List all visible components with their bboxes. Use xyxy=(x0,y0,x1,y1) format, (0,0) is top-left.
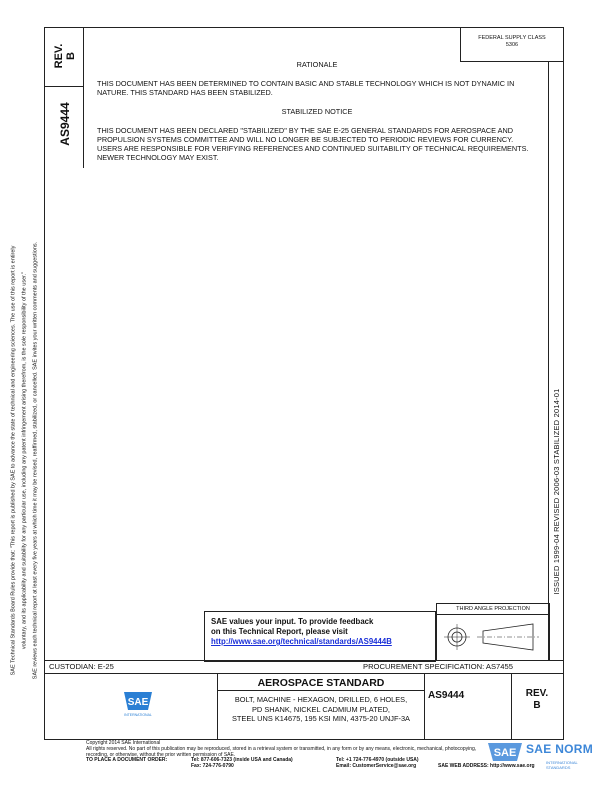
rev-value: B xyxy=(65,52,77,60)
custodian: CUSTODIAN: E-25 xyxy=(49,662,114,671)
procurement-spec: PROCUREMENT SPECIFICATION: AS7455 xyxy=(363,662,513,671)
footer-fax: Fax: 724-776-0790 xyxy=(191,763,234,770)
footer-web[interactable]: SAE WEB ADDRESS: http://www.sae.org xyxy=(438,763,535,770)
part-description: BOLT, MACHINE - HEXAGON, DRILLED, 6 HOLES, PD SHANK, NICKEL CADMIUM PLATED, STEEL UNS K14675, 195 KSI MIN, 4375-20 UNJF-3A xyxy=(231,695,410,723)
rationale-text: THIS DOCUMENT HAS BEEN DETERMINED TO CONTAIN BASIC AND STABLE TECHNOLOGY WHICH IS NOT DYNAMIC IN NATURE. THIS STANDARD HAS BEEN STABILIZED. xyxy=(97,79,515,97)
feedback-line-2: on this Technical Report, please visit xyxy=(211,627,348,636)
watermark xyxy=(486,741,596,771)
svg-text:SAE: SAE xyxy=(493,747,517,759)
rationale-heading: RATIONALE xyxy=(296,60,338,69)
title-doc-number: AS9444 xyxy=(428,690,465,701)
sae-logo-text: SAE xyxy=(127,697,149,708)
title-rev-value: B xyxy=(533,700,541,711)
standard-title: AEROSPACE STANDARD xyxy=(257,677,385,689)
sae-logo xyxy=(122,688,154,718)
title-rev-label: REV. xyxy=(525,688,549,699)
title-rev xyxy=(511,688,563,712)
stabilized-text: THIS DOCUMENT HAS BEEN DECLARED "STABILIZED" BY THE SAE E-25 GENERAL STANDARDS FOR AEROSPACE AND PROPULSION SYSTEMS COMMITTEE AND WILL NO LONGER BE SUBJECTED TO PERIODIC REVIEWS FOR CURRENCY. USERS ARE RESPONSIBLE FOR VERIFYING REFERENCES AND CONTINUED SUITABILITY OF TECHNICAL REQUIREMENTS. NEWER TECHNOLOGY MAY EXIST. xyxy=(97,126,529,162)
third-angle-projection-symbol xyxy=(437,615,549,659)
title-block-divider-1 xyxy=(217,673,218,740)
side-notice-line-3: SAE reviews each technical report at least every five years at which time it may be revised, reaffirmed, stabilized, or cancelled. SAE invites your written comments and suggestions. xyxy=(32,241,39,680)
side-notice-line-1: SAE Technical Standards Board Rules provide that: "This report is published by SAE to advance the state of technical and engineering sciences. The use of this report is entirely xyxy=(10,245,17,676)
info-row-top-divider xyxy=(45,660,563,661)
status-stamp: ISSUED 1999-04 REVISED 2006-03 STABILIZED 2014-01 xyxy=(552,388,561,595)
feedback-line-1: SAE values your input. To provide feedback xyxy=(211,617,374,626)
left-header-column xyxy=(45,28,84,168)
title-block-divider-2 xyxy=(424,673,425,740)
footer-rights: All rights reserved. No part of this publication may be reproduced, stored in a retrieval system or transmitted, in any form or by any means, electronic, mechanical, photocopying, xyxy=(86,745,477,752)
fsc-label: FEDERAL SUPPLY CLASS xyxy=(478,35,546,41)
footer-tel-2: Tel: +1 724-776-4970 (outside USA) xyxy=(336,757,419,764)
fsc-value: 5306 xyxy=(505,42,519,48)
feedback-box xyxy=(204,611,436,662)
watermark-text: SAE NORM xyxy=(526,742,594,756)
document-body xyxy=(97,60,537,162)
rev-box xyxy=(45,28,84,87)
rev-label: REV. xyxy=(53,43,65,69)
footer-rights-2: recording, or otherwise, without the prior written permission of SAE. xyxy=(86,751,236,758)
watermark-logo-icon xyxy=(486,741,524,765)
projection-label: THIRD ANGLE PROJECTION xyxy=(437,604,549,615)
projection-box xyxy=(436,603,550,660)
footer-email: Email: CustomerService@sae.org xyxy=(336,763,417,770)
watermark-subtext: INTERNATIONAL STANDARDS xyxy=(546,760,578,770)
sae-logo-subtext: INTERNATIONAL xyxy=(124,713,152,717)
feedback-link[interactable]: http://www.sae.org/technical/standards/AS9444B xyxy=(211,637,392,646)
side-notice-line-2: voluntary, and its applicability and suitability for any particular use, including any patent infringement arising therefrom, is the sole responsibility of the user." xyxy=(21,271,28,650)
document-frame xyxy=(44,27,564,740)
federal-supply-class-box xyxy=(460,28,563,62)
title-block xyxy=(45,673,563,740)
footer-order-label: TO PLACE A DOCUMENT ORDER: xyxy=(86,757,168,764)
right-stamp-column xyxy=(548,62,563,660)
side-legal-notice xyxy=(9,111,42,811)
doc-number-vertical: AS9444 xyxy=(58,102,72,146)
stabilized-heading: STABILIZED NOTICE xyxy=(281,107,353,116)
footer-tel-1: Tel: 877-606-7323 (inside USA and Canada) xyxy=(191,757,293,764)
title-underline xyxy=(217,690,424,691)
footer-copyright: Copyright 2014 SAE International xyxy=(86,740,161,746)
rev-label-vertical xyxy=(53,26,77,86)
